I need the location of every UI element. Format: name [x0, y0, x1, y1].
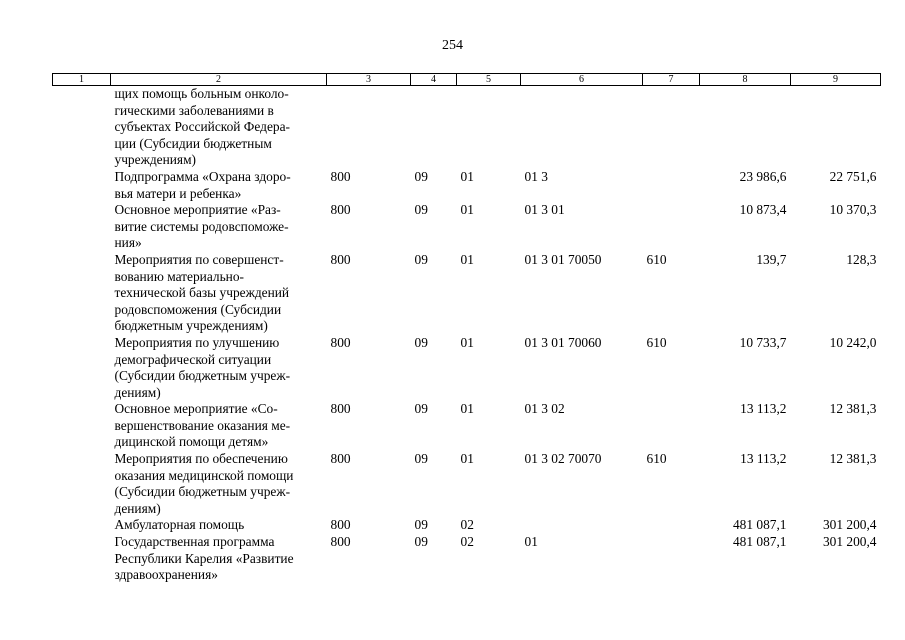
row-number-cell [53, 252, 111, 335]
section-code: 09 [414, 251, 428, 267]
column-header-5: 5 [457, 74, 521, 86]
expense-type-code [643, 401, 700, 451]
column-header-2: 2 [111, 74, 327, 86]
item-name: Мероприятия по улучшению демографической ситуации (Субсидии бюджетным учреж- дениям) [114, 334, 291, 400]
ministry-code: 800 [330, 168, 351, 184]
subsection-code: 01 [460, 401, 474, 417]
expense-type-code [643, 169, 700, 202]
amount-year-1: 481 087,1 [732, 534, 787, 550]
column-header-8: 8 [700, 74, 791, 86]
target-article-code: 01 3 02 [524, 401, 565, 417]
ministry-code: 800 [330, 534, 351, 550]
table-row [53, 202, 881, 252]
column-header-9: 9 [791, 74, 881, 86]
section-code [411, 86, 457, 169]
amount-year-2: 301 200,4 [822, 534, 877, 550]
ministry-code: 800 [330, 334, 351, 350]
section-code: 09 [414, 168, 428, 184]
row-number-cell [53, 86, 111, 169]
row-number-cell [53, 517, 111, 534]
subsection-code: 01 [460, 334, 474, 350]
amount-year-1: 23 986,6 [739, 168, 787, 184]
amount-year-2: 12 381,3 [829, 451, 877, 467]
table-row [53, 335, 881, 401]
amount-year-2 [791, 86, 881, 169]
column-header-1: 1 [53, 74, 111, 86]
ministry-code: 800 [330, 202, 351, 218]
row-number-cell [53, 401, 111, 451]
target-article-code: 01 3 [524, 168, 548, 184]
amount-year-1: 13 113,2 [740, 451, 787, 467]
amount-year-2: 10 370,3 [829, 202, 877, 218]
subsection-code [457, 86, 521, 169]
subsection-code: 02 [460, 517, 474, 533]
section-code: 09 [414, 451, 428, 467]
amount-year-1: 481 087,1 [732, 517, 787, 533]
amount-year-2: 12 381,3 [829, 401, 877, 417]
ministry-code: 800 [330, 251, 351, 267]
target-article-code: 01 3 01 70050 [524, 251, 602, 267]
subsection-code: 01 [460, 202, 474, 218]
table-row [53, 252, 881, 335]
table-row [53, 169, 881, 202]
subsection-code: 01 [460, 451, 474, 467]
target-article-code: 01 3 02 70070 [524, 451, 602, 467]
ministry-code: 800 [330, 517, 351, 533]
column-header-4: 4 [411, 74, 457, 86]
item-name: Подпрограмма «Охрана здоро- вья матери и ребенка» [114, 168, 291, 201]
ministry-code [327, 86, 411, 169]
section-code: 09 [414, 401, 428, 417]
item-name: Мероприятия по совершенст- вованию материально- технической базы учреждений родовспоможения (Субсидии бюджетным учреждениям) [114, 251, 290, 334]
table-header [53, 74, 881, 86]
column-header-6: 6 [521, 74, 643, 86]
ministry-code: 800 [330, 401, 351, 417]
header-row [53, 74, 881, 86]
row-number-cell [53, 169, 111, 202]
table-row [53, 451, 881, 517]
column-header-3: 3 [327, 74, 411, 86]
expense-type-code [643, 517, 700, 534]
amount-year-1: 139,7 [756, 251, 787, 267]
item-name: Амбулаторная помощь [114, 517, 245, 533]
subsection-code: 01 [460, 251, 474, 267]
section-code: 09 [414, 534, 428, 550]
page-number: 254 [442, 38, 463, 53]
budget-table [52, 73, 881, 584]
table-body [53, 86, 881, 584]
expense-type-code: 610 [646, 251, 667, 267]
item-name: Основное мероприятие «Со- вершенствование оказания ме- дицинской помощи детям» [114, 401, 291, 450]
amount-year-2: 301 200,4 [822, 517, 877, 533]
item-name: Основное мероприятие «Раз- витие системы родовспоможе- ния» [114, 202, 289, 251]
row-number-cell [53, 202, 111, 252]
expense-type-code [643, 534, 700, 584]
column-header-7: 7 [643, 74, 700, 86]
expense-type-code: 610 [646, 451, 667, 467]
table-row [53, 86, 881, 169]
row-number-cell [53, 335, 111, 401]
amount-year-1 [700, 86, 791, 169]
item-name: Мероприятия по обеспечению оказания медицинской помощи (Субсидии бюджетным учреж- дениям) [114, 451, 294, 516]
table-row [53, 534, 881, 584]
item-name: щих помощь больным онколо- гическими заболеваниями в субъектах Российской Федера- ции (Субсидии бюджетным учреждениям) [114, 86, 291, 168]
subsection-code: 01 [460, 168, 474, 184]
amount-year-1: 10 873,4 [739, 202, 787, 218]
expense-type-code [643, 202, 700, 252]
target-article-code: 01 [524, 534, 538, 550]
amount-year-2: 10 242,0 [829, 334, 877, 350]
amount-year-1: 10 733,7 [739, 334, 787, 350]
target-article-code: 01 3 01 [524, 202, 565, 218]
section-code: 09 [414, 517, 428, 533]
amount-year-1: 13 113,2 [740, 401, 787, 417]
row-number-cell [53, 534, 111, 584]
section-code: 09 [414, 334, 428, 350]
ministry-code: 800 [330, 451, 351, 467]
expense-type-code: 610 [646, 334, 667, 350]
target-article-code: 01 3 01 70060 [524, 334, 602, 350]
section-code: 09 [414, 202, 428, 218]
item-name: Государственная программа Республики Карелия «Развитие здравоохранения» [114, 534, 294, 583]
table-row [53, 401, 881, 451]
row-number-cell [53, 451, 111, 517]
subsection-code: 02 [460, 534, 474, 550]
target-article-code [521, 86, 643, 169]
table-row [53, 517, 881, 534]
amount-year-2: 22 751,6 [829, 168, 877, 184]
amount-year-2: 128,3 [846, 251, 877, 267]
target-article-code [521, 517, 643, 534]
expense-type-code [643, 86, 700, 169]
